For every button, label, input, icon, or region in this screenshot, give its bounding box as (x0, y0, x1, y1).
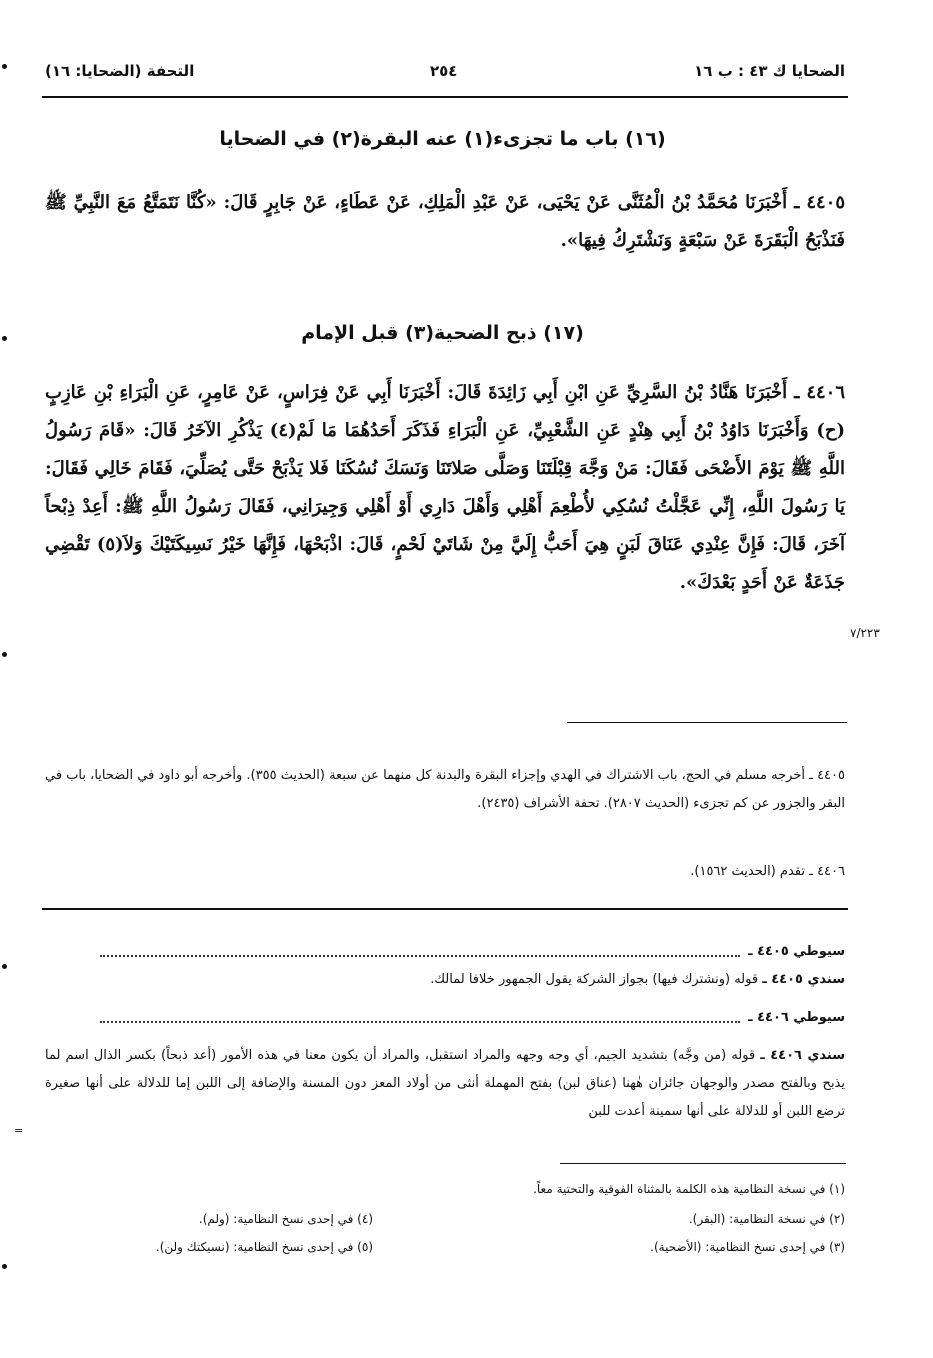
sindi-4406-label: سندي ٤٤٠٦ ـ (760, 1048, 845, 1063)
suyuti-4406-label: سيوطي ٤٤٠٦ ـ (748, 1010, 845, 1025)
scan-dot (2, 336, 7, 341)
commentary-rule (42, 908, 848, 910)
hadith-4405-text: ٤٤٠٥ ـ أَخْبَرَنَا مُحَمَّدُ بْنُ الْمُثَنَّى عَنْ يَحْيَى، عَنْ عَبْدِ الْمَلِكِ، عَنْ عَطَاءٍ، عَنْ جَابِرٍ قَالَ: «كُنَّا نَتَمَتَّعُ مَعَ النَّبِيِّ ﷺ فَنَذْبَحُ الْبَقَرَةَ عَنْ سَبْعَةٍ وَنَشْتَرِكُ فِيهَا». (45, 192, 845, 251)
footnote-3: (٣) في إحدى نسخ النظامية: (الأضحية). (650, 1240, 845, 1254)
scan-dot (2, 964, 7, 969)
hadith-4406-text: ٤٤٠٦ ـ أَخْبَرَنَا هَنَّادُ بْنُ السَّرِيِّ عَنِ ابْنِ أَبِي زَائِدَةَ قَالَ: أَخْبَرَنَا أَبِي عَنْ فِرَاسٍ، عَنْ عَامِرٍ، عَنِ الْبَرَاءِ بْنِ عَازِبٍ (ح) وَأَخْبَرَنَا دَاوُدُ بْنُ أَبِي هِنْدٍ عَنِ الشَّعْبِيِّ، عَنِ الْبَرَاءِ فَذَكَرَ أَحَدُهُمَا مَا لَمْ(٤) يَذْكُرِ الآخَرُ قَالَ: «قَامَ رَسُولُ اللَّهِ ﷺ يَوْمَ الأَضْحَى فَقَالَ: مَنْ وَجَّهَ قِبْلَتَنَا وَصَلَّى صَلاتَنَا وَنَسَكَ نُسُكَنَا فَلا يَذْبَحْ حَتَّى يُصَلِّيَ، فَقَامَ خَالِي فَقَالَ: يَا رَسُولَ اللَّهِ، إِنِّي عَجَّلْتُ نُسُكِي لأُطْعِمَ أَهْلِي وَأَهْلَ دَارِي أَوْ أَهْلِي وَجِيرَانِي، فَقَالَ رَسُولُ اللَّهِ ﷺ: أَعِدْ ذِبْحاً آخَرَ، قَالَ: فَإِنَّ عِنْدِي عَنَاقَ لَبَنٍ هِيَ أَحَبُّ إِلَيَّ مِنْ شَاتَيْ لَحْمٍ، قَالَ: اذْبَحْهَا، فَإِنَّهَا خَيْرُ نَسِيكَتَيْكَ وَلاَ(٥) تَقْضِي جَذَعَةٌ عَنْ أَحَدٍ بَعْدَكَ». (45, 382, 845, 593)
dotted-leader (100, 947, 740, 957)
sindi-4405-text: قوله (ونشترك فيها) بجواز الشركة يقول الجمهور خلافاً لمالك. (430, 972, 759, 987)
page-number: ٢٥٤ (430, 62, 458, 80)
section-16-title: (١٦) باب ما تجزىء(١) عنه البقرة(٢) في الضحايا (219, 128, 666, 150)
footnote-1: (١) في نسخة النظامية هذه الكلمة بالمثناة الفوقية والتحتية معاً. (533, 1182, 845, 1196)
header-rule (42, 96, 848, 98)
header-chapter-ref: الضحايا ك ٤٣ : ب ١٦ (694, 62, 845, 80)
scan-dot (2, 652, 7, 657)
sindi-4405-label: سندي ٤٤٠٥ ـ (762, 972, 845, 987)
scan-dot (2, 64, 7, 69)
footnote-5: (٥) في إحدى نسخ النظامية: (نسيكتك ولن). (155, 1240, 373, 1254)
hadith-4406 (45, 374, 845, 602)
dotted-leader (100, 1013, 740, 1023)
scan-dot (2, 1264, 7, 1269)
suyuti-4406-line (45, 1010, 845, 1025)
footnote-separator (560, 1163, 846, 1164)
suyuti-4405-label: سيوطي ٤٤٠٥ ـ (748, 944, 845, 959)
suyuti-4405-line (45, 944, 845, 959)
sindi-4406-text: قوله (من وجَّه) بتشديد الجيم، أي وجه وجهه والمراد استقبل، والمراد أن يكون معنا في هذه الأمور (أعد ذبحاً) بكسر الذال اسم لما يذبح وبالفتح مصدر والوجهان جائزان هٰهنا (عناق لبن) بفتح المهملة أنثى من أولاد المعز دون المسنة والإضافة إلى اللبن إما للدلالة على أنها صغيرة ترضع اللبن أو للدلالة على أنها سمينة أعدت للبن (45, 1048, 845, 1119)
takhrij-4406: ٤٤٠٦ ـ تقدم (الحديث ١٥٦٢). (690, 864, 845, 879)
header-tuhfa-ref: التحفة (الضحايا: ١٦) (45, 62, 195, 80)
sindi-4406-block (45, 1042, 845, 1126)
takhrij-separator (567, 722, 847, 723)
margin-volume-page-ref: ٧/٢٢٣ (850, 626, 880, 640)
hadith-4405 (45, 184, 845, 260)
footnote-4: (٤) في إحدى نسخ النظامية: (ولم). (198, 1212, 373, 1226)
section-17-title: (١٧) ذبح الضحية(٣) قبل الإمام (301, 322, 584, 344)
sindi-4405-line (45, 972, 845, 987)
footnote-2: (٢) في نسخة النظامية: (البقر). (688, 1212, 845, 1226)
takhrij-4405: ٤٤٠٥ ـ أخرجه مسلم في الحج، باب الاشتراك في الهدي وإجزاء البقرة والبدنة كل منهما عن سبعة (الحديث ٣٥٥). وأخرجه أبو داود في الضحايا، باب في البقر والجزور عن كم تجزىء (الحديث ٢٨٠٧). تحفة الأشراف (٢٤٣٥). (45, 768, 845, 811)
continuation-mark: = (14, 1124, 24, 1137)
